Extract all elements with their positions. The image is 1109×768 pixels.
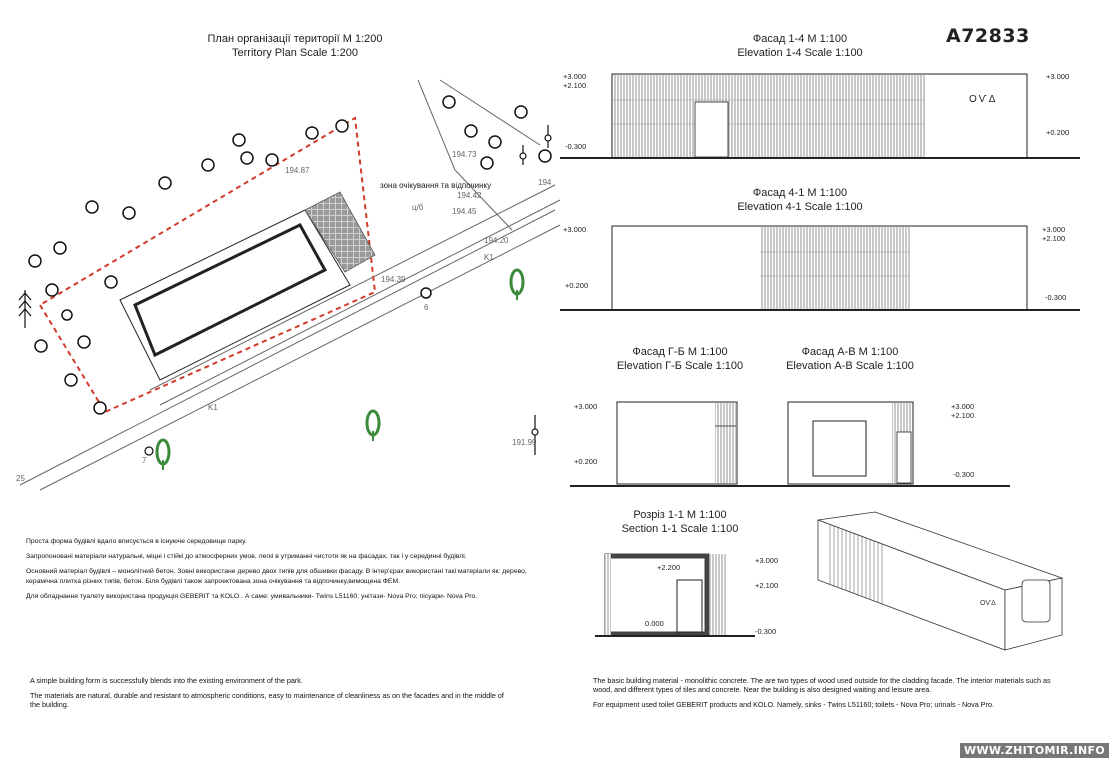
- description-en-right-p2: For equipment used toilet GEBERIT products and KOLO. Namely, sinks - Twins L51160; toilets - Nova Pro; urinals - Nova Pro.: [593, 700, 994, 710]
- plan-level-7: 194.39: [381, 275, 406, 284]
- section-title: [600, 508, 760, 536]
- section-floor-level: 0.000: [645, 619, 664, 628]
- conifer-icon: [19, 290, 31, 328]
- plan-label-7: 7: [142, 456, 147, 465]
- plan-label-6: 6: [424, 303, 429, 312]
- elevation-av-levels: [951, 402, 974, 420]
- elevation-14-title-en: Elevation 1-4 Scale 1:100: [737, 47, 863, 59]
- level-label: +3.000: [563, 225, 587, 234]
- description-en-right: [593, 676, 1063, 716]
- elevation-gb-title-ua: Фасад Г-Б М 1:100: [632, 346, 728, 358]
- territory-plan-drawing: [0, 60, 560, 490]
- section-title-ua: Розріз 1-1 М 1:100: [633, 509, 727, 521]
- level-label: -0.300: [565, 142, 587, 151]
- plan-level-4: 194.42: [457, 191, 482, 200]
- plan-label-k1-top: K1: [484, 253, 494, 262]
- level-label: +3.000: [951, 402, 975, 411]
- level-label: +2.100: [1042, 234, 1066, 243]
- section-title-en: Section 1-1 Scale 1:100: [621, 523, 739, 535]
- level-label: -0.300: [953, 470, 975, 479]
- elevation-41-levels-right: [1042, 225, 1065, 243]
- plan-level-3: 194: [538, 178, 552, 187]
- plan-level-2: 194.73: [452, 150, 477, 159]
- plan-labels: [16, 150, 552, 483]
- toilet-symbols: ОѴΔ: [969, 94, 998, 105]
- description-ua-p4: Для обладнання туалету використана продукція GEBERIT та KOLO . А саме: умивальники- Twins L51160; унітази- Nova Pro; пісуари- Nova Pro.: [26, 592, 478, 600]
- plan-label-25: 25: [16, 474, 25, 483]
- level-label: +3.000: [1046, 72, 1070, 81]
- elevation-41-drawing: [560, 220, 1080, 314]
- project-code: A72833: [946, 25, 1030, 47]
- elevation-41-title-en: Elevation 4-1 Scale 1:100: [737, 201, 863, 213]
- description-ua-p1: Проста форма будівлі вдало вписується в існуюче середовище парку.: [26, 538, 247, 545]
- axonometric-view: [800, 510, 1070, 660]
- elevation-14-title: [700, 32, 900, 60]
- elevation-av-title-ua: Фасад А-В М 1:100: [801, 346, 899, 358]
- description-en-right-p1: The basic building material - monolithic concrete. The are two types of wood used outside for the cladding facade. The interior materials such as wood, and different types of tiles and concrete. Near the building is also designed waiting and leisure area.: [593, 676, 1051, 695]
- level-label: +0.200: [1046, 128, 1070, 137]
- plan-level-6: 194.20: [484, 236, 509, 245]
- section-inner-level: +2.200: [657, 563, 681, 572]
- level-label: +2.100: [755, 581, 779, 590]
- plan-level-5: 194.45: [452, 207, 477, 216]
- description-ua: [26, 537, 536, 607]
- description-en-left: [30, 676, 510, 716]
- elevations-gb-av-drawing: [570, 396, 1010, 492]
- plan-title-ua: План організації території М 1:200: [207, 33, 383, 45]
- elevation-14-levels-left: [563, 72, 586, 90]
- level-label: +3.000: [574, 402, 598, 411]
- elevation-14-drawing: [560, 62, 1080, 162]
- level-label: +2.100: [951, 411, 975, 420]
- axon-symbols: ОѴΔ: [980, 600, 996, 607]
- level-label: +3.000: [1042, 225, 1066, 234]
- plan-label-cb: ц/б: [412, 203, 424, 212]
- elevation-gb-title-en: Elevation Г-Б Scale 1:100: [616, 360, 744, 372]
- description-en-left-p1: A simple building form is successfully blends into the existing environment of the park.: [30, 676, 303, 685]
- level-label: +0.200: [565, 281, 589, 290]
- plan-level-1: 194.87: [285, 166, 310, 175]
- plan-level-8: 191.99: [512, 438, 537, 447]
- building-footprint: [120, 210, 350, 380]
- zone-label: зона очікування та відпочинку: [380, 181, 492, 190]
- level-label: +3.000: [563, 72, 587, 81]
- elevation-gb-title: [600, 345, 760, 373]
- elevation-av-title-en: Elevation А-В Scale 1:100: [786, 360, 914, 372]
- description-en-left-p2: The materials are natural, durable and resistant to atmospheric conditions, easy to maintenance of cleanliness as on the facades and in the middle of the building.: [30, 691, 504, 710]
- paved-area: [305, 192, 375, 272]
- watermark: WWW.ZHITOMIR.INFO: [960, 743, 1109, 758]
- level-label: +3.000: [755, 556, 779, 565]
- tree-circles: [29, 96, 551, 414]
- elevation-41-title-ua: Фасад 4-1 М 1:100: [752, 187, 848, 199]
- level-label: -0.300: [1045, 293, 1067, 302]
- level-label: +2.100: [563, 81, 587, 90]
- description-ua-p2: Запропоновані матеріали натуральні, міцні і стійкі до атмосферних умов, легкі в утриманні чистоти як на фасадах, так і у серединні будівлі.: [26, 553, 467, 561]
- plan-label-k1-bottom: K1: [208, 403, 218, 412]
- level-label: +0.200: [574, 457, 598, 466]
- green-tree-icons: [157, 270, 523, 470]
- elevation-41-title: [700, 186, 900, 214]
- level-label: -0.300: [755, 627, 777, 636]
- elevation-av-title: [770, 345, 930, 373]
- elevation-14-title-ua: Фасад 1-4 М 1:100: [752, 33, 848, 45]
- plan-title: [170, 32, 420, 60]
- description-ua-p3: Основний матеріал будівлі – монолітний бетон. Зовні використане дерево двох типів для обшивки фасаду. В інтер'єрах використані такі матеріали як: дерево, керамічна плитка різних типів, бетон. Біля будівлі також запроектована зона очікування та відпочинку,вимощена ФЕМ.: [26, 568, 527, 585]
- plan-title-en: Territory Plan Scale 1:200: [232, 47, 358, 59]
